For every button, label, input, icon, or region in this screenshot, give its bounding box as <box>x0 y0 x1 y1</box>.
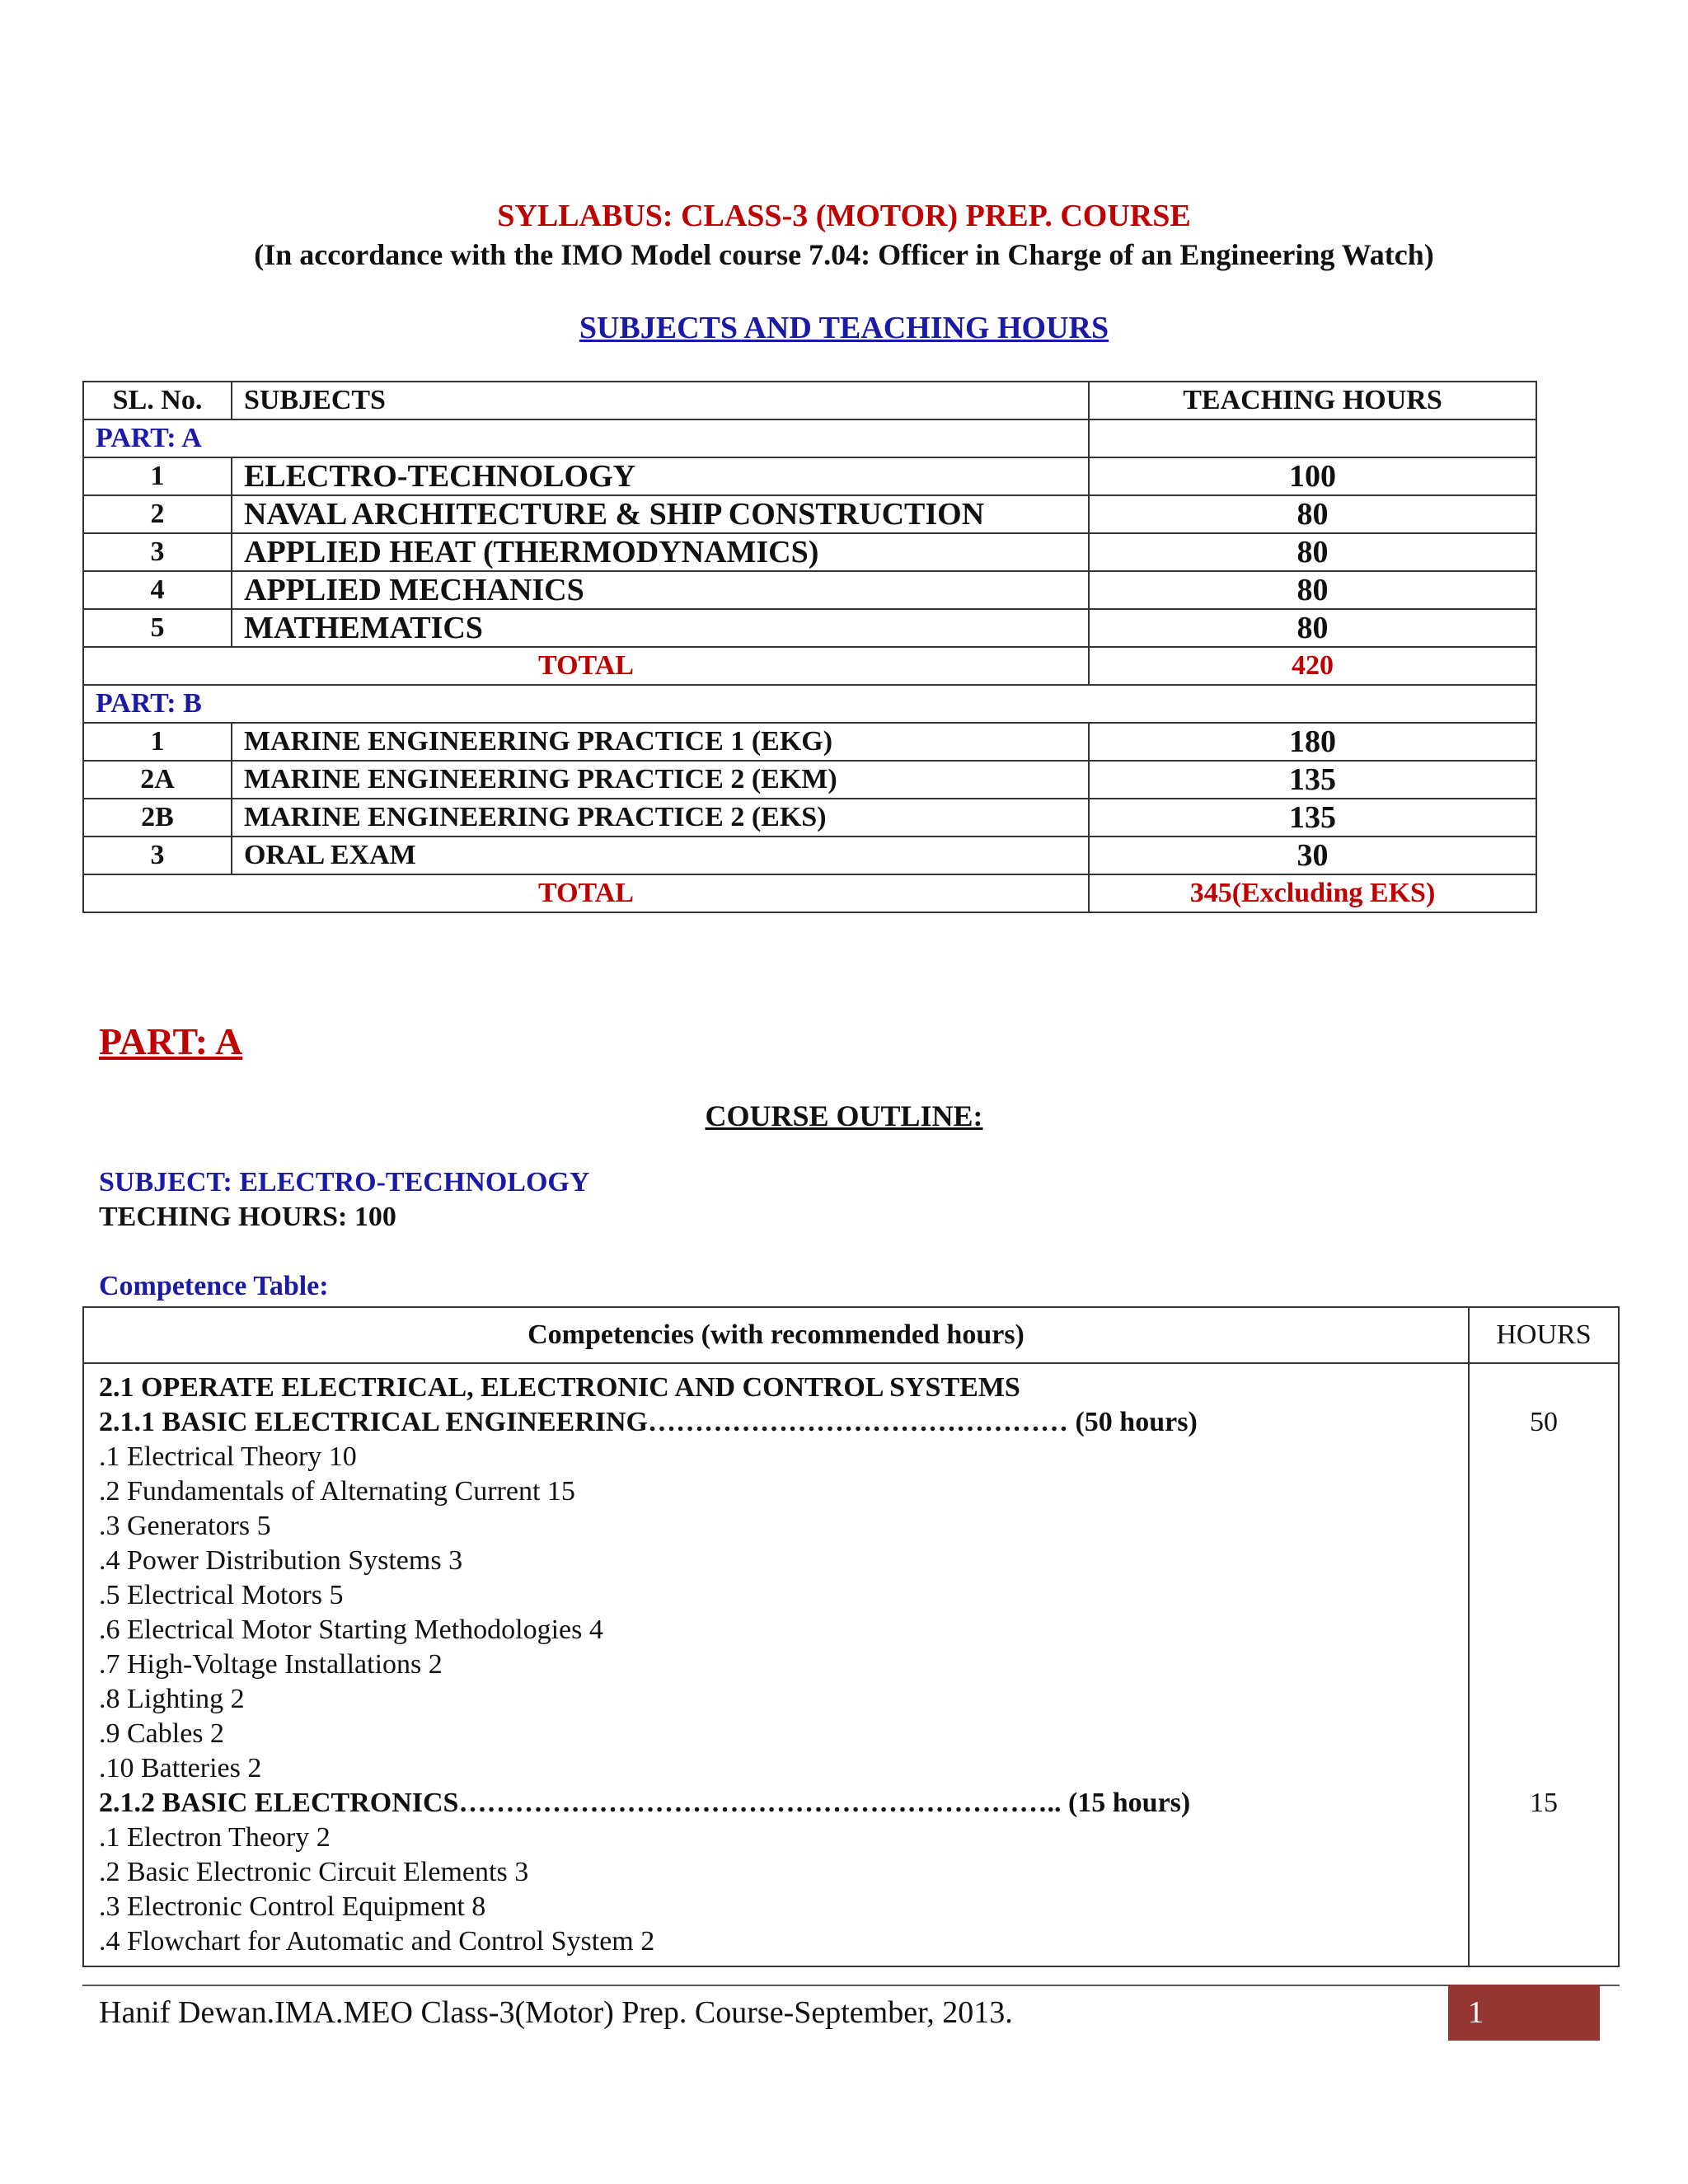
header-competencies: Competencies (with recommended hours) <box>83 1307 1469 1363</box>
part-b-label: PART: B <box>83 685 1536 723</box>
subject-cell: MARINE ENGINEERING PRACTICE 2 (EKS) <box>232 799 1089 837</box>
section-title: 2.1 OPERATE ELECTRICAL, ELECTRONIC AND CONTROL SYSTEMS <box>99 1372 1020 1403</box>
hours-cell: 80 <box>1089 533 1536 571</box>
list-item: .1 Electrical Theory 10 <box>99 1441 357 1472</box>
total-label: TOTAL <box>83 647 1089 685</box>
competence-table <box>82 1306 1620 1967</box>
subject-cell: MARINE ENGINEERING PRACTICE 1 (EKG) <box>232 723 1089 761</box>
table-header-row <box>83 382 1536 419</box>
list-item: .8 Lighting 2 <box>99 1684 245 1714</box>
subject-cell: ELECTRO-TECHNOLOGY <box>232 457 1089 495</box>
table-row <box>83 609 1536 647</box>
hours-cell: 135 <box>1089 761 1536 799</box>
list-item: .2 Basic Electronic Circuit Elements 3 <box>99 1857 529 1887</box>
sl-cell: 2A <box>83 761 232 799</box>
sub2-hours: 15 <box>1530 1788 1558 1818</box>
hours-cell: 80 <box>1089 495 1536 533</box>
competence-body-row <box>83 1363 1619 1966</box>
sl-cell: 2 <box>83 495 232 533</box>
competence-hours-column <box>1469 1363 1619 1966</box>
hours-cell: 80 <box>1089 571 1536 609</box>
list-item: .3 Electronic Control Equipment 8 <box>99 1891 486 1922</box>
table-row <box>83 799 1536 837</box>
subject-cell: MARINE ENGINEERING PRACTICE 2 (EKM) <box>232 761 1089 799</box>
subject-line: SUBJECT: ELECTRO-TECHNOLOGY <box>99 1167 590 1197</box>
competence-list <box>83 1363 1469 1966</box>
footer-text: Hanif Dewan.IMA.MEO Class-3(Motor) Prep. Course-September, 2013. <box>99 1995 1013 2030</box>
list-item: .3 Generators 5 <box>99 1511 271 1541</box>
part-b-total-row <box>83 874 1536 912</box>
subject-cell: NAVAL ARCHITECTURE & SHIP CONSTRUCTION <box>232 495 1089 533</box>
sl-cell: 3 <box>83 533 232 571</box>
list-item: .2 Fundamentals of Alternating Current 15 <box>99 1476 575 1507</box>
subjects-heading: SUBJECTS AND TEACHING HOURS <box>579 311 1109 345</box>
subject-cell: APPLIED MECHANICS <box>232 571 1089 609</box>
header-sl-no: SL. No. <box>83 382 232 419</box>
sl-cell: 5 <box>83 609 232 647</box>
sl-cell: 2B <box>83 799 232 837</box>
table-row <box>83 571 1536 609</box>
document-subtitle: (In accordance with the IMO Model course 7.04: Officer in Charge of an Engineering Watch) <box>254 238 1434 271</box>
sl-cell: 1 <box>83 723 232 761</box>
hours-cell: 100 <box>1089 457 1536 495</box>
competence-table-label: Competence Table: <box>99 1271 329 1301</box>
list-item: .4 Power Distribution Systems 3 <box>99 1545 463 1576</box>
header-hours: HOURS <box>1469 1307 1619 1363</box>
list-item: .6 Electrical Motor Starting Methodologies 4 <box>99 1615 603 1645</box>
table-row <box>83 761 1536 799</box>
competence-header-row <box>83 1307 1619 1363</box>
footer-divider <box>82 1985 1620 1986</box>
part-a-label: PART: A <box>83 419 1089 457</box>
total-label: TOTAL <box>83 874 1089 912</box>
subject-cell: ORAL EXAM <box>232 837 1089 874</box>
sub1-hours: 50 <box>1530 1407 1558 1437</box>
table-row <box>83 457 1536 495</box>
subject-cell: MATHEMATICS <box>232 609 1089 647</box>
teaching-hours-line: TECHING HOURS: 100 <box>99 1202 396 1232</box>
list-item: .9 Cables 2 <box>99 1718 225 1749</box>
part-a-row <box>83 419 1536 457</box>
page-number-badge: 1 <box>1448 1985 1600 2041</box>
sl-cell: 1 <box>83 457 232 495</box>
subject-cell: APPLIED HEAT (THERMODYNAMICS) <box>232 533 1089 571</box>
table-row <box>83 723 1536 761</box>
part-b-row <box>83 685 1536 723</box>
table-row <box>83 837 1536 874</box>
table-row <box>83 495 1536 533</box>
hours-cell: 30 <box>1089 837 1536 874</box>
hours-cell: 135 <box>1089 799 1536 837</box>
total-value: 420 <box>1089 647 1536 685</box>
list-item: .5 Electrical Motors 5 <box>99 1580 344 1610</box>
list-item: .4 Flowchart for Automatic and Control System 2 <box>99 1926 655 1957</box>
list-item: .1 Electron Theory 2 <box>99 1822 331 1853</box>
subjects-table <box>82 381 1537 913</box>
part-a-total-row <box>83 647 1536 685</box>
part-a-heading: PART: A <box>99 1020 243 1062</box>
list-item: .10 Batteries 2 <box>99 1753 262 1783</box>
document-title: SYLLABUS: CLASS-3 (MOTOR) PREP. COURSE <box>497 199 1191 233</box>
hours-cell: 80 <box>1089 609 1536 647</box>
list-item: .7 High-Voltage Installations 2 <box>99 1649 443 1680</box>
course-outline-heading: COURSE OUTLINE: <box>705 1099 983 1132</box>
subsection-title: 2.1.1 BASIC ELECTRICAL ENGINEERING……………………………………… (50 hours) <box>99 1407 1198 1437</box>
sl-cell: 4 <box>83 571 232 609</box>
subsection-title: 2.1.2 BASIC ELECTRONICS……………………………………………………….. (15 hours) <box>99 1788 1191 1818</box>
sl-cell: 3 <box>83 837 232 874</box>
hours-cell: 180 <box>1089 723 1536 761</box>
header-teaching-hours: TEACHING HOURS <box>1089 382 1536 419</box>
table-row <box>83 533 1536 571</box>
total-value: 345(Excluding EKS) <box>1089 874 1536 912</box>
header-subjects: SUBJECTS <box>232 382 1089 419</box>
